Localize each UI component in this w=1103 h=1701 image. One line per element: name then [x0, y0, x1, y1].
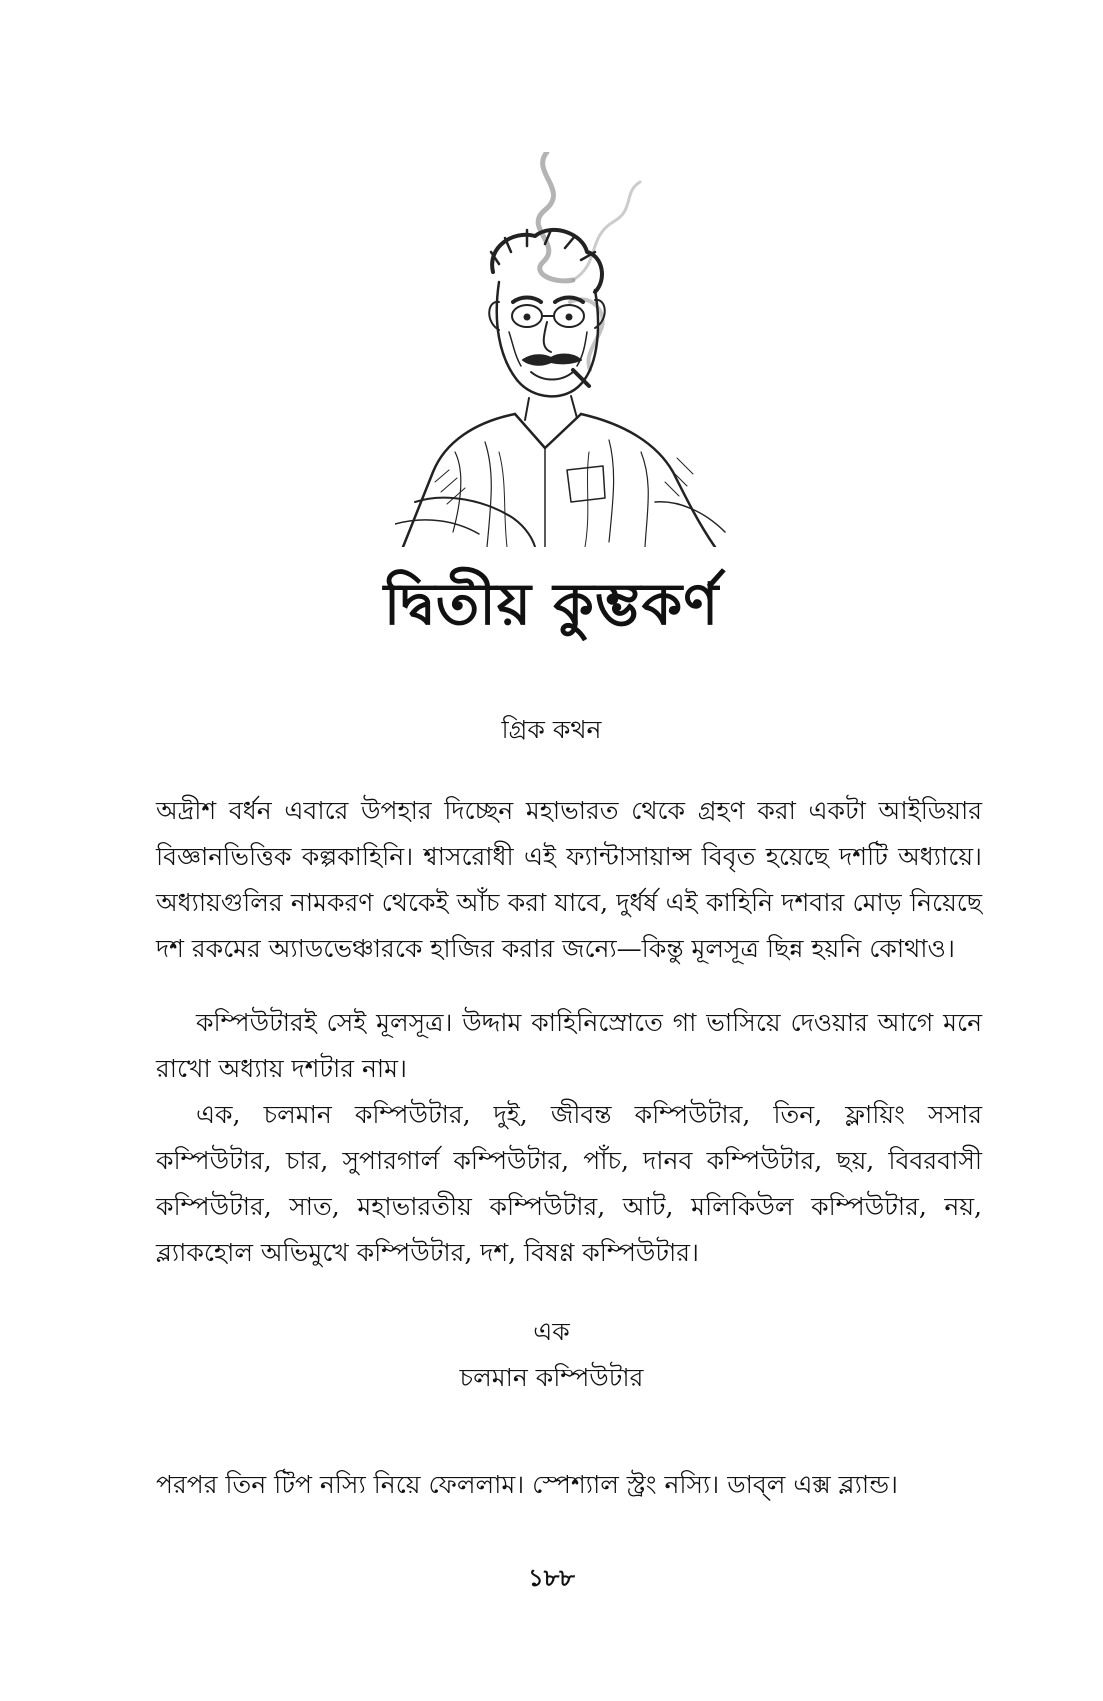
smoke-wisp [538, 152, 573, 281]
chapter-first-line: পরপর তিন টিপ নস্যি নিয়ে ফেললাম। স্পেশ্যাল স্ট্রং নস্যি। ডাব্‌ল এক্স ব্ল্যান্ড। [156, 1470, 898, 1499]
smoke-wisp-2 [573, 182, 640, 280]
story-subtitle: গ্রিক কথন [501, 715, 602, 744]
chapter-title: চলমান কম্পিউটার [459, 1363, 644, 1392]
moustache [523, 355, 581, 365]
page-number: ১৮৮ [528, 1563, 575, 1592]
story-title: দ্বিতীয় কুম্ভকর্ণ [383, 570, 720, 638]
chapter-number: এক [533, 1317, 570, 1346]
shirt [403, 414, 515, 547]
arm [415, 498, 535, 547]
smoking-man-illustration [395, 152, 735, 547]
intro-paragraph-3: এক, চলমান কম্পিউটার, দুই, জীবন্ত কম্পিউটার, তিন, ফ্লায়িং সসার কম্পিউটার, চার, সুপারগার্ল কম্পিউটার, পাঁচ, দানব কম্পিউটার, ছয়, বিবরবাসী কম্পিউটার, সাত, মহাভারতীয় কম্পিউটার, আট, মলিকিউল কম্পিউটার, নয়, ব্ল্যাকহোল অভিমুখে কম্পিউটার, দশ, বিষণ্ণ কম্পিউটার। [156, 1100, 982, 1267]
intro-paragraph-1: অদ্রীশ বর্ধন এবারে উপহার দিচ্ছেন মহাভারত থেকে গ্রহণ করা একটা আইডিয়ার বিজ্ঞানভিত্তিক কল্পকাহিনি। শ্বাসরোধী এই ফ্যান্টাসায়ান্স বিবৃত হয়েছে দশটি অধ্যায়ে। অধ্যায়গুলির নামকরণ থেকেই আঁচ করা যাবে, দুর্ধর্ষ এই কাহিনি দশবার মোড় নিয়েছে দশ রকমের অ্যাডভেঞ্চারকে হাজির করার জন্যে—কিন্তু মূলসূত্র ছিন্ন হয়নি কোথাও। [156, 796, 982, 963]
intro-paragraph-2: কম্পিউটারই সেই মূলসূত্র। উদ্দাম কাহিনিস্রোতে গা ভাসিয়ে দেওয়ার আগে মনে রাখো অধ্যায় দশটার নাম। [156, 1008, 982, 1083]
